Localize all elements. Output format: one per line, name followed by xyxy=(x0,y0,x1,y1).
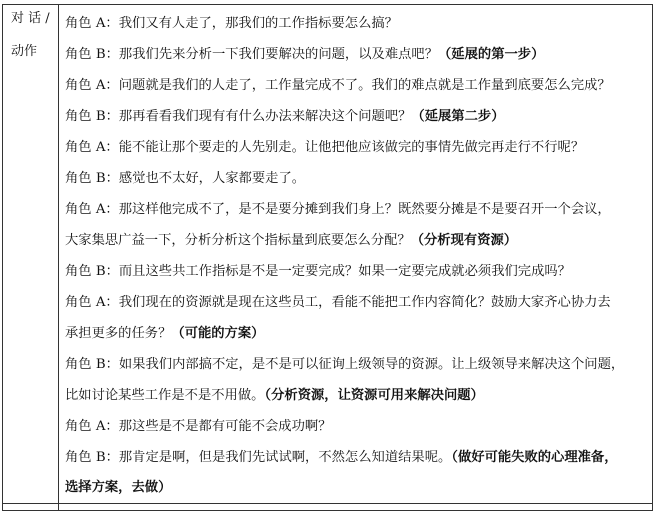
line-text: 大家集思广益一下，分析分析这个指标量到底要怎么分配？ xyxy=(65,233,411,248)
dialogue-line xyxy=(65,380,648,411)
line-text: 角色 B：那肯定是啊，但是我们先试试啊，不然怎么知道结果呢。 xyxy=(65,450,452,465)
line-text: 角色 A：我们现在的资源就是现在这些员工，看能不能把工作内容简化？鼓励大家齐心协力去 xyxy=(65,295,611,310)
dialogue-line xyxy=(65,473,648,503)
line-text: 角色 B：而且这些共工作指标是不是一定要完成？如果一定要完成就必须我们完成吗？ xyxy=(65,264,571,279)
dialogue-line xyxy=(65,442,648,473)
label-line-1: 对 话 / xyxy=(11,11,50,26)
dialogue-table xyxy=(2,4,653,511)
line-text: 角色 B：那我们先来分析一下我们要解决的问题，以及难点吧？ xyxy=(65,47,439,62)
line-note: （延展第二步） xyxy=(411,109,505,124)
dialogue-line xyxy=(65,101,648,132)
table-end-row xyxy=(3,504,653,511)
dialogue-line xyxy=(65,163,648,194)
line-text: 角色 A：那这样他完成不了，是不是要分摊到我们身上？既然要分摊是不是要召开一个会议， xyxy=(65,202,611,217)
line-note: （做好可能失败的心理准备， xyxy=(451,450,618,465)
line-text: 角色 B：如果我们内部搞不定，是不是可以征询上级领导的资源。让上级领导来解决这个问题， xyxy=(65,357,625,372)
line-text: 角色 A：能不能让那个要走的人先别走。让他把他应该做完的事情先做完再走行不行呢？ xyxy=(65,140,585,155)
line-text: 角色 A：问题就是我们的人走了，工作量完成不了。我们的难点就是工作量到底要怎么完成？ xyxy=(65,78,611,93)
line-note: （分析现有资源） xyxy=(410,233,518,248)
label-line-2: 动作 xyxy=(11,44,38,59)
line-text: 角色 B：那再看看我们现有有什么办法来解决这个问题吧？ xyxy=(65,109,412,124)
line-note: 选择方案，去做） xyxy=(65,480,172,495)
dialogue-line xyxy=(65,39,648,70)
line-note: （延展的第一步） xyxy=(438,47,545,62)
dialogue-line xyxy=(65,256,648,287)
dialogue-cell xyxy=(59,5,653,504)
dialogue-line xyxy=(65,8,648,39)
line-text: 比如讨论某些工作是不是不用做。 xyxy=(65,388,265,403)
end-cell-left xyxy=(3,504,59,511)
label-cell xyxy=(3,5,59,504)
line-text: 承担更多的任务？ xyxy=(65,326,172,341)
dialogue-line xyxy=(65,225,648,256)
dialogue-line xyxy=(65,194,648,225)
dialogue-line xyxy=(65,349,648,380)
dialogue-line xyxy=(65,318,648,349)
line-text: 角色 B：感觉也不太好，人家都要走了。 xyxy=(65,171,306,186)
dialogue-line xyxy=(65,70,648,101)
dialogue-row xyxy=(3,5,653,504)
line-note: （可能的方案） xyxy=(171,326,265,341)
end-cell-right xyxy=(59,504,653,511)
line-text: 角色 A：我们又有人走了，那我们的工作指标要怎么搞？ xyxy=(65,16,398,31)
line-note: （分析资源，让资源可用来解决问题） xyxy=(264,388,484,403)
dialogue-line xyxy=(65,287,648,318)
line-text: 角色 A：那这些是不是都有可能不会成功啊？ xyxy=(65,419,332,434)
dialogue-line xyxy=(65,132,648,163)
dialogue-line xyxy=(65,411,648,442)
